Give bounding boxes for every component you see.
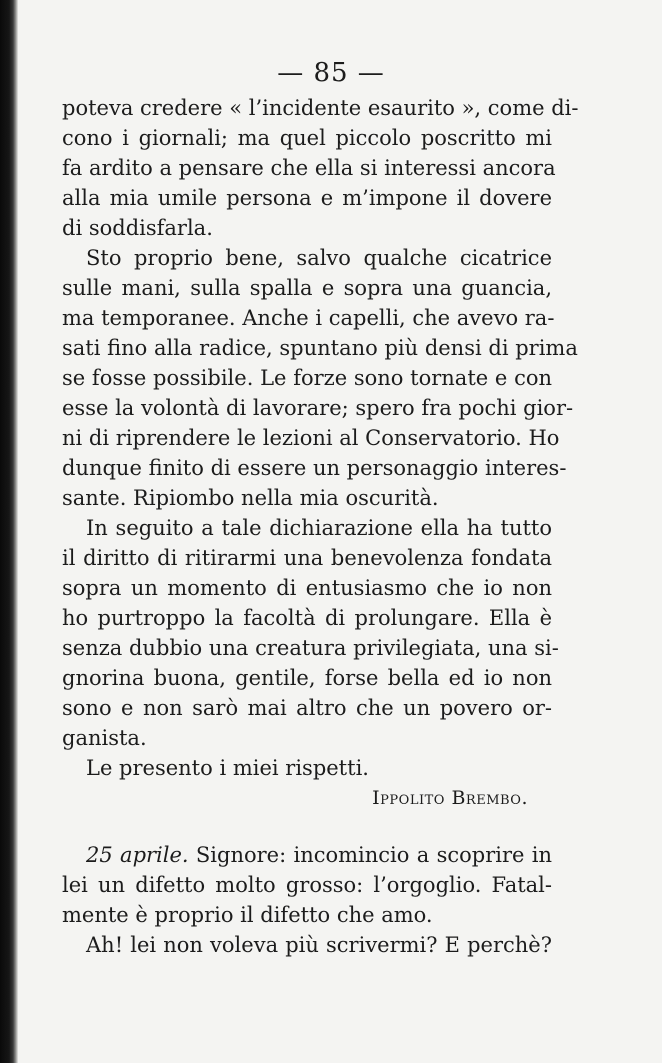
text-line: gnorina buona, gentile, forse bella ed io non (62, 666, 552, 690)
book-spine-shadow (0, 0, 18, 1063)
text-line: sopra un momento di entusiasmo che io non (62, 576, 552, 600)
text-line: ho purtroppo la facoltà di prolungare. Ella è (62, 606, 552, 630)
text-line: mente è proprio il difetto che amo. (62, 903, 433, 927)
text-line: il diritto di ritirarmi una benevolenza fondata (62, 546, 552, 570)
text-line: alla mia umile persona e m’impone il dovere (62, 186, 552, 210)
text-line: In seguito a tale dichiarazione ella ha tutto (86, 516, 552, 540)
text-line: Sto proprio bene, salvo qualche cicatrice (86, 246, 552, 270)
text-line: senza dubbio una creatura privilegiata, una si- (62, 636, 559, 660)
text-line: sulle mani, sulla spalla e sopra una guancia, (62, 276, 552, 300)
text-line: ma temporanee. Anche i capelli, che avevo ra- (62, 306, 555, 330)
page-number: — 85 — (277, 58, 385, 88)
text-line: ni di riprendere le lezioni al Conservatorio. Ho (62, 426, 560, 450)
text-line: Le presento i miei rispetti. (86, 756, 369, 780)
entry-first-line-text: Signore: incomincio a scoprire in (195, 843, 552, 867)
text-line: sante. Ripiombo nella mia oscurità. (62, 486, 439, 510)
text-line: ganista. (62, 726, 147, 750)
text-line: poteva credere « l’incidente esaurito », come di- (62, 96, 579, 120)
text-line: di soddisfarla. (62, 216, 213, 240)
entry-date: 25 aprile. (86, 843, 189, 867)
text-line: esse la volontà di lavorare; spero fra pochi gior- (62, 396, 574, 420)
text-line: Ah! lei non voleva più scrivermi? E perchè? (86, 933, 552, 957)
text-line: dunque finito di essere un personaggio interes- (62, 456, 567, 480)
text-line: lei un difetto molto grosso: l’orgoglio. Fatal- (62, 873, 552, 897)
text-line: se fosse possibile. Le forze sono tornate e con (62, 366, 552, 390)
text-line: fa ardito a pensare che ella si interessi ancora (62, 156, 556, 180)
text-line: cono i giornali; ma quel piccolo poscritto mi (62, 126, 552, 150)
signature: Ippolito Brembo. (372, 787, 528, 809)
text-line: sati fino alla radice, spuntano più densi di prima (62, 336, 578, 360)
entry-first-line (86, 840, 552, 870)
text-line: sono e non sarò mai altro che un povero or- (62, 696, 552, 720)
